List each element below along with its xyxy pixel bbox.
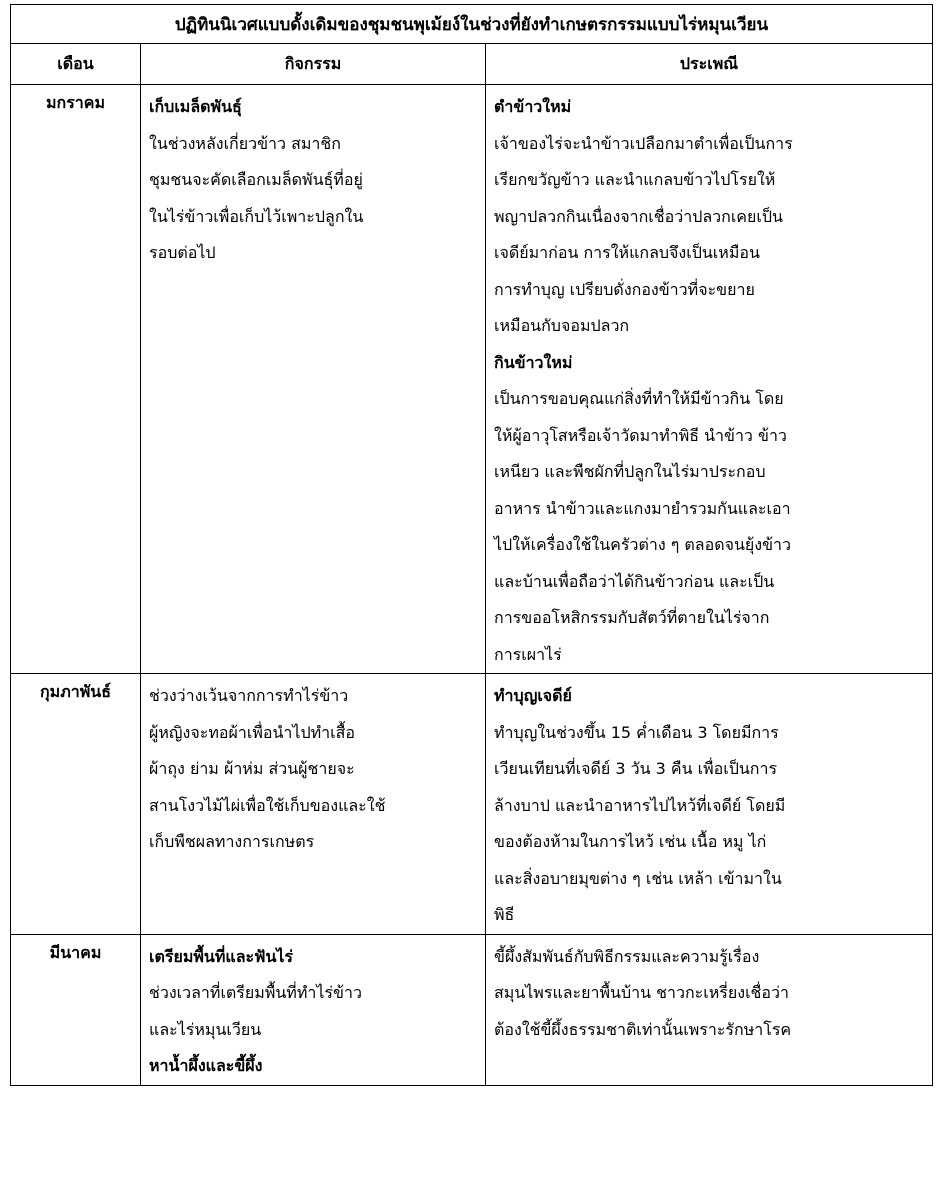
month-cell: มกราคม — [11, 85, 141, 674]
column-header-activity: กิจกรรม — [141, 44, 486, 85]
text-line: การขออโหสิกรรมกับสัตว์ที่ตายในไร่จาก — [494, 608, 770, 627]
text-line: การเผาไร่ — [494, 644, 562, 664]
section-heading: หาน้ำผึ้งและขี้ผึ้ง — [149, 1056, 263, 1075]
text-line: ขี้ผึ้งสัมพันธ์กับพิธีกรรมและความรู้เรื่อง — [494, 946, 760, 966]
text-line: พิธี — [494, 905, 515, 924]
text-line: การทำบุญ เปรียบดั่งกองข้าวที่จะขยาย — [494, 279, 755, 299]
text-line: เหมือนกับจอมปลวก — [494, 316, 630, 335]
activity-cell — [141, 85, 486, 674]
text-line: ไปให้เครื่องใช้ในครัวต่าง ๆ ตลอดจนยุ้งข้าว — [494, 535, 792, 554]
ecological-calendar-table — [10, 4, 933, 1086]
section-heading: เตรียมพื้นที่และฟันไร่ — [149, 946, 294, 966]
tradition-cell — [486, 85, 933, 674]
table-row — [11, 85, 933, 674]
text-line: พญาปลวกกินเนื่องจากเชื่อว่าปลวกเคยเป็น — [494, 206, 783, 226]
text-line: และไร่หมุนเวียน — [149, 1019, 262, 1039]
text-line: ผ้าถุง ย่าม ผ้าห่ม ส่วนผู้ชายจะ — [149, 759, 355, 778]
table-row — [11, 934, 933, 1085]
text-line: เป็นการขอบคุณแก่สิ่งที่ทำให้มีข้าวกิน โดย — [494, 389, 784, 408]
cut-off-previous-line — [18, 0, 932, 3]
text-line: ของต้องห้ามในการไหว้ เช่น เนื้อ หมู ไก่ — [494, 832, 767, 851]
header-row — [11, 44, 933, 85]
text-line: เวียนเทียนที่เจดีย์ 3 วัน 3 คืน เพื่อเป็นการ — [494, 759, 778, 778]
text-line: ผู้หญิงจะทอผ้าเพื่อนำไปทำเสื้อ — [149, 722, 355, 742]
section-heading: ตำข้าวใหม่ — [494, 97, 572, 116]
text-line: และบ้านเพื่อถือว่าได้กินข้าวก่อน และเป็น — [494, 571, 775, 591]
text-line: ล้างบาป และนำอาหารไปไหว้ที่เจดีย์ โดยมี — [494, 795, 786, 815]
text-line: ให้ผู้อาวุโสหรือเจ้าวัดมาทำพิธี นำข้าว ข้าว — [494, 425, 787, 445]
column-header-month: เดือน — [11, 44, 141, 85]
section-heading: เก็บเมล็ดพันธุ์ — [149, 97, 242, 116]
table-row — [11, 674, 933, 935]
section-heading: ทำบุญเจดีย์ — [494, 686, 572, 705]
text-line: เหนียว และพืชผักที่ปลูกในไร่มาประกอบ — [494, 462, 766, 481]
text-line: เรียกขวัญข้าว และนำแกลบข้าวไปโรยให้ — [494, 170, 776, 189]
activity-cell — [141, 934, 486, 1085]
text-line: อาหาร นำข้าวและแกงมายำรวมกันและเอา — [494, 498, 791, 518]
table-title: ปฏิทินนิเวศแบบดั้งเดิมของชุมชนพุเม้ยง์ในช่วงที่ยังทำเกษตรกรรมแบบไร่หมุนเวียน — [11, 5, 933, 44]
text-line: เจ้าของไร่จะนำข้าวเปลือกมาตำเพื่อเป็นการ — [494, 133, 793, 153]
tradition-cell — [486, 674, 933, 935]
text-line: ช่วงเวลาที่เตรียมพื้นที่ทำไร่ข้าว — [149, 983, 362, 1002]
text-line: สานโงวไม้ไผ่เพื่อใช้เก็บของและใช้ — [149, 795, 386, 815]
text-line: เจดีย์มาก่อน การให้แกลบจึงเป็นเหมือน — [494, 243, 760, 262]
text-line: ในไร่ข้าวเพื่อเก็บไว้เพาะปลูกใน — [149, 206, 364, 226]
text-line: และสิ่งอบายมุขต่าง ๆ เช่น เหล้า เข้ามาใน — [494, 868, 782, 888]
column-header-tradition: ประเพณี — [486, 44, 933, 85]
text-line: ทำบุญในช่วงขึ้น 15 ค่ำเดือน 3 โดยมีการ — [494, 722, 779, 742]
text-line: สมุนไพรและยาพื้นบ้าน ชาวกะเหรี่ยงเชื่อว่า — [494, 983, 789, 1002]
activity-cell — [141, 674, 486, 935]
text-line: เก็บพืชผลทางการเกษตร — [149, 832, 315, 851]
month-cell: กุมภาพันธ์ — [11, 674, 141, 935]
text-line: ช่วงว่างเว้นจากการทำไร่ข้าว — [149, 686, 349, 705]
tradition-cell — [486, 934, 933, 1085]
section-heading: กินข้าวใหม่ — [494, 352, 573, 372]
text-line: ชุมชนจะคัดเลือกเมล็ดพันธุ์ที่อยู่ — [149, 170, 363, 189]
text-line: ในช่วงหลังเกี่ยวข้าว สมาชิก — [149, 133, 341, 153]
text-line: รอบต่อไป — [149, 243, 216, 262]
month-cell: มีนาคม — [11, 934, 141, 1085]
text-line: ต้องใช้ขี้ผึ้งธรรมชาติเท่านั้นเพราะรักษาโรค — [494, 1019, 792, 1039]
